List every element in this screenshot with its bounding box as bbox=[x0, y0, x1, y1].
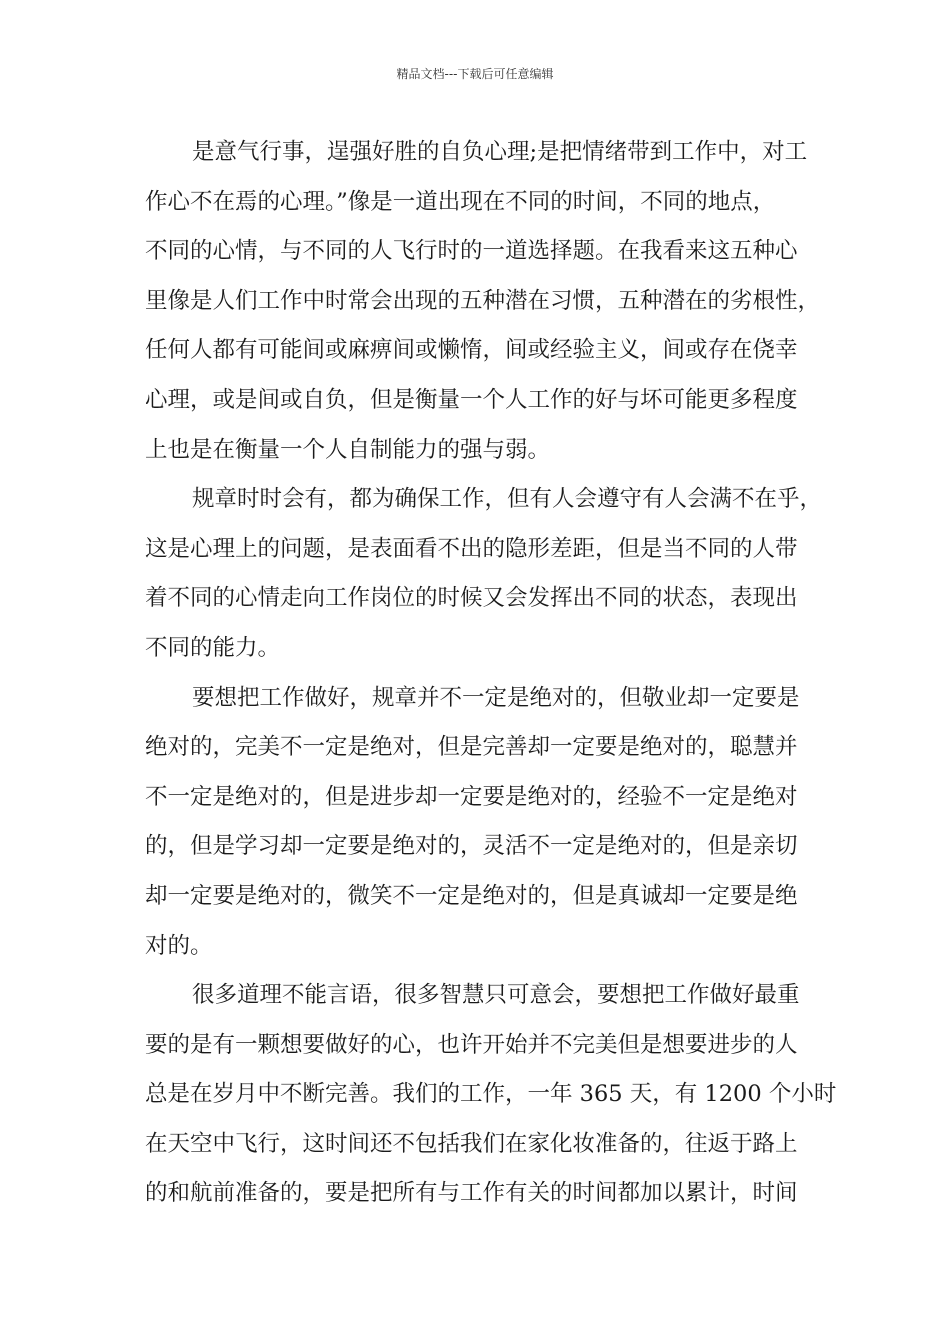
text-line: 心理，或是间或自负，但是衡量一个人工作的好与坏可能更多程度 bbox=[145, 386, 798, 413]
text-line: 任何人都有可能间或麻痹间或懒惰，间或经验主义，间或存在侥幸 bbox=[145, 337, 798, 364]
text-line: 的，但是学习却一定要是绝对的，灵活不一定是绝对的，但是亲切 bbox=[145, 833, 798, 860]
text-line: 规章时时会有，都为确保工作，但有人会遵守有人会满不在乎， bbox=[192, 486, 823, 513]
text-line: 作心不在焉的心理。”像是一道出现在不同的时间，不同的地点， bbox=[145, 188, 776, 215]
text-line: 这是心理上的问题，是表面看不出的隐形差距，但是当不同的人带 bbox=[145, 535, 798, 562]
text-line: 不一定是绝对的，但是进步却一定要是绝对的，经验不一定是绝对 bbox=[145, 783, 798, 810]
text-line: 是意气行事，逞强好胜的自负心理;是把情绪带到工作中，对工 bbox=[192, 139, 808, 165]
text-line: 在天空中飞行，这时间还不包括我们在家化妆准备的，往返于路上 bbox=[145, 1130, 798, 1157]
text-line: 对的。 bbox=[145, 932, 213, 959]
text-line: 里像是人们工作中时常会出现的五种潜在习惯，五种潜在的劣根性， bbox=[145, 287, 821, 314]
page-header: 精品文档---下载后可任意编辑 bbox=[396, 67, 554, 81]
text-line: 却一定要是绝对的，微笑不一定是绝对的，但是真诚却一定要是绝 bbox=[145, 882, 798, 909]
text-line: 上也是在衡量一个人自制能力的强与弱。 bbox=[145, 436, 551, 463]
text-line: 很多道理不能言语，很多智慧只可意会，要想把工作做好最重 bbox=[192, 982, 800, 1009]
text-line: 要的是有一颗想要做好的心，也许开始并不完美但是想要进步的人 bbox=[145, 1031, 798, 1058]
text-line: 的和航前准备的，要是把所有与工作有关的时间都加以累计，时间 bbox=[145, 1180, 798, 1207]
text-line: 要想把工作做好，规章并不一定是绝对的，但敬业却一定要是 bbox=[192, 684, 800, 711]
text-line: 不同的心情，与不同的人飞行时的一道选择题。在我看来这五种心 bbox=[145, 238, 798, 265]
body-text bbox=[145, 128, 837, 1219]
text-line: 总是在岁月中不断完善。我们的工作，一年 365 天，有 1200 个小时 bbox=[145, 1081, 837, 1108]
text-line: 绝对的，完美不一定是绝对，但是完善却一定要是绝对的，聪慧并 bbox=[145, 734, 798, 761]
text-line: 着不同的心情走向工作岗位的时候又会发挥出不同的状态，表现出 bbox=[145, 585, 798, 612]
text-line: 不同的能力。 bbox=[145, 634, 281, 661]
